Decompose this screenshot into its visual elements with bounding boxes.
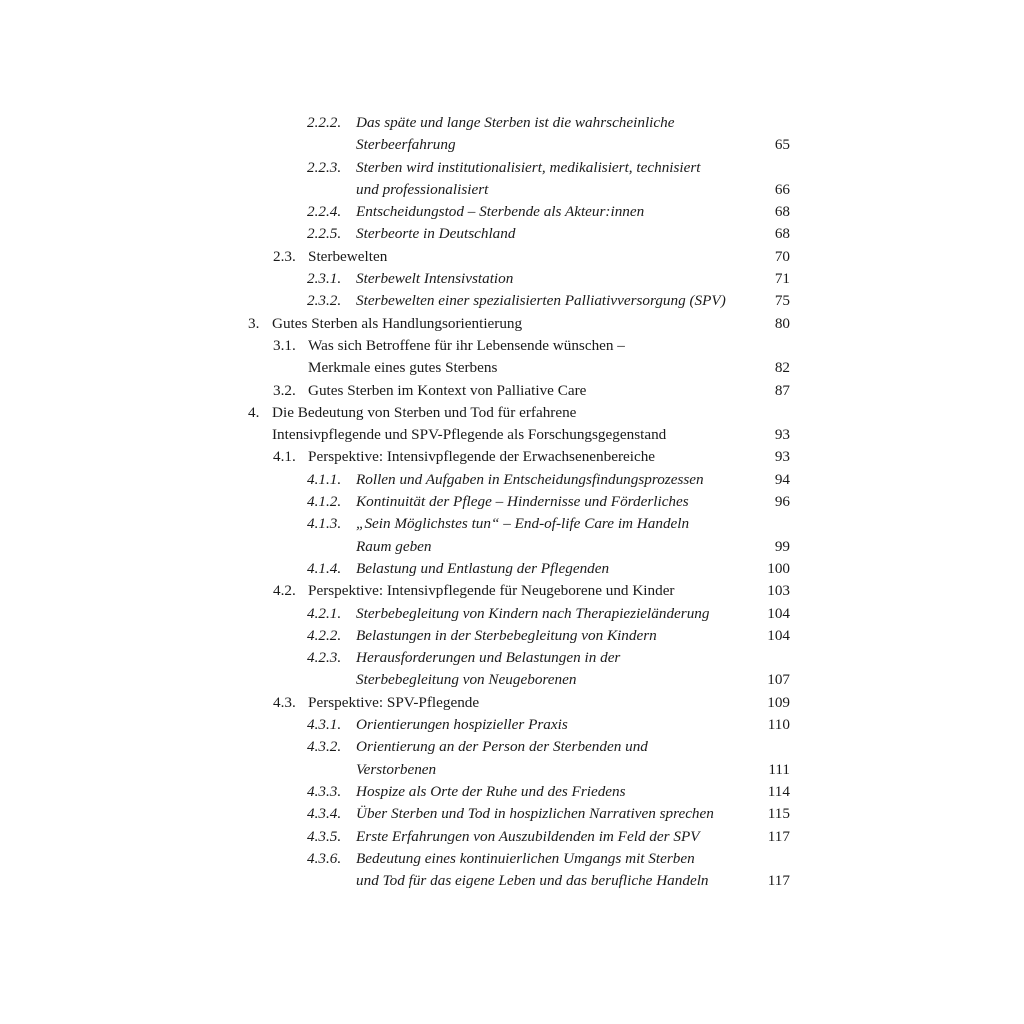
- toc-entry-title: Verstorbenen: [356, 760, 437, 778]
- toc-entry-title: Herausforderungen und Belastungen in der: [356, 649, 621, 667]
- toc-entry-page: 71: [774, 270, 790, 288]
- toc-entry-title: Sterbewelt Intensivstation: [356, 270, 514, 288]
- table-of-contents: [0, 112, 1024, 892]
- toc-entry-page: 68: [774, 203, 790, 221]
- toc-entry-number: 4.1.: [273, 448, 296, 466]
- toc-entry-number: 4.: [248, 403, 260, 421]
- toc-entry-line: [0, 781, 1024, 803]
- toc-entry-title: Sterben wird institutionalisiert, medikalisiert, technisiert: [356, 158, 701, 176]
- toc-entry-line: [0, 424, 1024, 446]
- toc-entry-line: [0, 402, 1024, 424]
- toc-entry-line: [0, 692, 1024, 714]
- toc-entry-page: 107: [767, 671, 790, 689]
- toc-entry-page: 65: [774, 136, 790, 154]
- toc-entry-number: 4.1.1.: [307, 470, 342, 488]
- toc-entry-line: [0, 335, 1024, 357]
- toc-entry-line: [0, 603, 1024, 625]
- toc-entry-number: 4.3.6.: [307, 849, 342, 867]
- toc-entry-line: [0, 513, 1024, 535]
- toc-entry-title: Orientierungen hospizieller Praxis: [356, 716, 568, 734]
- toc-entry-title: Raum geben: [356, 537, 432, 555]
- toc-entry-page: 114: [767, 782, 790, 800]
- toc-entry-page: 115: [767, 805, 790, 823]
- toc-entry-number: 4.2.3.: [307, 649, 342, 667]
- toc-entry-line: [0, 803, 1024, 825]
- toc-entry-page: 110: [767, 716, 790, 734]
- toc-entry-page: 68: [774, 225, 790, 243]
- toc-entry-number: 2.3.: [273, 247, 296, 265]
- toc-entry-line: [0, 759, 1024, 781]
- toc-entry-line: [0, 112, 1024, 134]
- toc-entry-title: Rollen und Aufgaben in Entscheidungsfindungsprozessen: [356, 470, 704, 488]
- toc-entry-title: Perspektive: SPV-Pflegende: [308, 693, 480, 711]
- toc-entry-line: [0, 491, 1024, 513]
- toc-entry-title: Sterbeerfahrung: [356, 136, 456, 154]
- toc-entry-line: [0, 848, 1024, 870]
- toc-entry-title: „Sein Möglichstes tun“ – End-of-life Care im Handeln: [356, 515, 690, 533]
- toc-entry-number: 4.1.4.: [307, 559, 342, 577]
- toc-entry-page: 87: [774, 381, 790, 399]
- toc-entry-line: [0, 558, 1024, 580]
- toc-entry-line: [0, 357, 1024, 379]
- toc-entry-number: 4.2.: [273, 582, 296, 600]
- toc-entry-line: [0, 446, 1024, 468]
- toc-entry-page: 117: [767, 872, 790, 890]
- toc-entry-number: 4.1.3.: [307, 515, 342, 533]
- toc-entry-page: 111: [768, 760, 790, 778]
- toc-entry-title: Über Sterben und Tod in hospizlichen Narrativen sprechen: [356, 805, 714, 823]
- toc-entry-title: Das späte und lange Sterben ist die wahrscheinliche: [356, 114, 675, 131]
- toc-entry-title: Perspektive: Intensivpflegende der Erwachsenenbereiche: [308, 448, 656, 466]
- toc-entry-number: 3.: [248, 314, 260, 332]
- toc-entry-page: 75: [774, 292, 790, 310]
- toc-entry-line: [0, 268, 1024, 290]
- toc-entry-number: 2.2.5.: [307, 225, 342, 243]
- toc-entry-line: [0, 134, 1024, 156]
- toc-entry-line: [0, 179, 1024, 201]
- toc-entry-number: 3.2.: [273, 381, 296, 399]
- toc-entry-title: Sterbebegleitung von Neugeborenen: [356, 671, 577, 689]
- toc-entry-line: [0, 290, 1024, 312]
- toc-entry-number: 4.2.1.: [307, 604, 342, 622]
- toc-entry-page: 80: [774, 314, 790, 332]
- toc-entry-line: [0, 223, 1024, 245]
- toc-entry-title: Orientierung an der Person der Sterbenden und: [356, 738, 648, 756]
- toc-entry-title: Sterbewelten einer spezialisierten Palliativversorgung (SPV): [356, 292, 726, 310]
- toc-entry-line: [0, 625, 1024, 647]
- toc-entry-title: Sterbeorte in Deutschland: [356, 225, 516, 243]
- toc-entry-number: 4.3.5.: [307, 827, 342, 845]
- toc-entry-title: Bedeutung eines kontinuierlichen Umgangs mit Sterben: [356, 849, 695, 867]
- toc-entry-number: 4.1.2.: [307, 493, 342, 511]
- toc-entry-line: [0, 647, 1024, 669]
- toc-entry-page: 117: [767, 827, 790, 845]
- toc-entry-title: Gutes Sterben als Handlungsorientierung: [272, 314, 523, 332]
- toc-entry-title: und Tod für das eigene Leben und das berufliche Handeln: [356, 872, 709, 890]
- toc-entry-line: [0, 380, 1024, 402]
- toc-entry-line: [0, 714, 1024, 736]
- toc-entry-number: 2.2.3.: [307, 158, 342, 176]
- toc-entry-page: 66: [774, 180, 790, 198]
- toc-entry-title: und professionalisiert: [356, 180, 489, 198]
- toc-entry-number: 4.3.4.: [307, 805, 342, 823]
- toc-entry-number: 4.3.3.: [307, 782, 342, 800]
- toc-entry-line: [0, 580, 1024, 602]
- toc-entry-title: Perspektive: Intensivpflegende für Neugeborene und Kinder: [308, 582, 675, 600]
- toc-entry-page: 109: [767, 693, 790, 711]
- toc-entry-title: Belastungen in der Sterbebegleitung von Kindern: [356, 626, 657, 644]
- toc-entry-line: [0, 469, 1024, 491]
- toc-entry-page: 96: [774, 493, 790, 511]
- toc-entry-title: Sterbebegleitung von Kindern nach Therapiezieländerung: [356, 604, 710, 622]
- toc-entry-number: 2.2.2.: [307, 114, 342, 131]
- toc-entry-line: [0, 669, 1024, 691]
- toc-entry-page: 99: [774, 537, 790, 555]
- toc-entry-title: Kontinuität der Pflege – Hindernisse und Förderliches: [356, 493, 689, 511]
- toc-entry-title: Intensivpflegende und SPV-Pflegende als Forschungsgegenstand: [272, 426, 667, 444]
- toc-entry-line: [0, 826, 1024, 848]
- toc-entry-title: Erste Erfahrungen von Auszubildenden im Feld der SPV: [356, 827, 700, 845]
- toc-entry-number: 4.3.1.: [307, 716, 342, 734]
- toc-entry-title: Sterbewelten: [308, 247, 388, 265]
- toc-entry-page: 104: [767, 626, 790, 644]
- toc-entry-line: [0, 536, 1024, 558]
- toc-entry-page: 94: [774, 470, 790, 488]
- toc-entry-line: [0, 870, 1024, 892]
- toc-entry-page: 104: [767, 604, 790, 622]
- toc-entry-page: 93: [774, 448, 790, 466]
- toc-entry-title: Merkmale eines gutes Sterbens: [308, 359, 498, 377]
- toc-entry-title: Entscheidungstod – Sterbende als Akteur:innen: [356, 203, 645, 221]
- toc-entry-page: 100: [767, 559, 790, 577]
- toc-entry-page: 82: [774, 359, 790, 377]
- toc-entry-number: 4.3.2.: [307, 738, 342, 756]
- toc-entry-line: [0, 313, 1024, 335]
- toc-entry-page: 103: [767, 582, 790, 600]
- toc-entry-line: [0, 157, 1024, 179]
- toc-entry-title: Hospize als Orte der Ruhe und des Friedens: [356, 782, 626, 800]
- toc-entry-number: 4.2.2.: [307, 626, 342, 644]
- toc-entry-line: [0, 736, 1024, 758]
- toc-entry-title: Belastung und Entlastung der Pflegenden: [356, 559, 610, 577]
- toc-entry-number: 2.3.1.: [307, 270, 342, 288]
- toc-entry-title: Die Bedeutung von Sterben und Tod für erfahrene: [272, 403, 577, 421]
- toc-entry-line: [0, 201, 1024, 223]
- toc-entry-line: [0, 246, 1024, 268]
- toc-entry-title: Was sich Betroffene für ihr Lebensende wünschen –: [308, 336, 625, 354]
- toc-entry-page: 93: [774, 426, 790, 444]
- toc-entry-number: 3.1.: [273, 336, 296, 354]
- toc-entry-title: Gutes Sterben im Kontext von Palliative Care: [308, 381, 587, 399]
- toc-entry-page: 70: [774, 247, 790, 265]
- toc-entry-number: 2.2.4.: [307, 203, 342, 221]
- toc-entry-number: 4.3.: [273, 693, 296, 711]
- toc-entry-number: 2.3.2.: [307, 292, 342, 310]
